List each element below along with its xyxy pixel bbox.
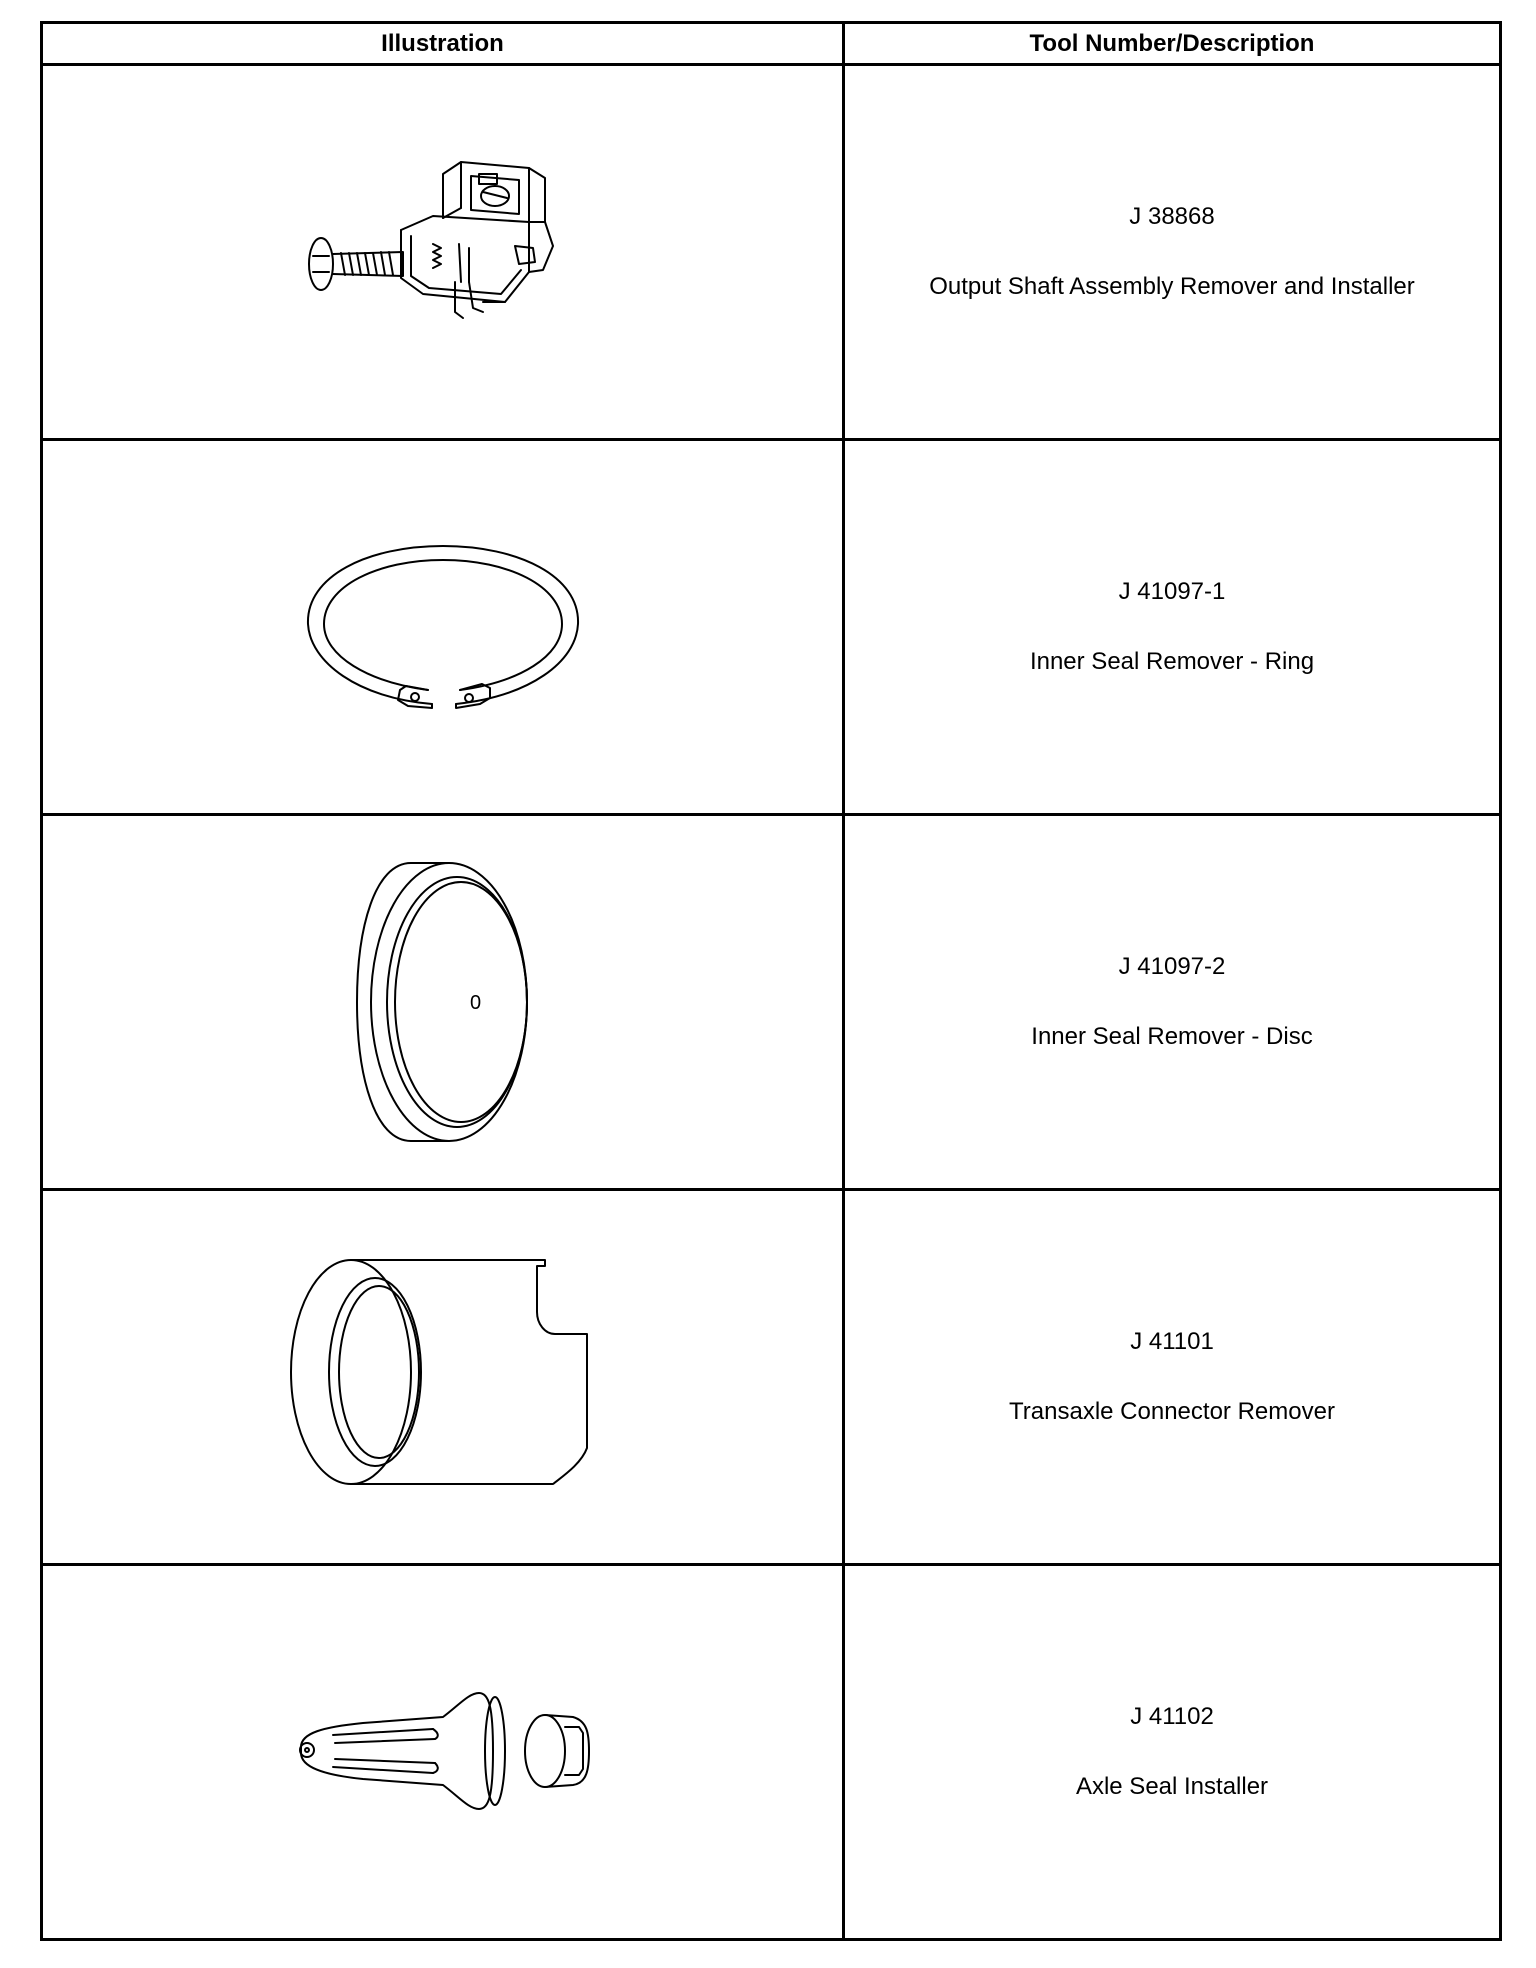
tool-number: J 41101 <box>1130 1328 1214 1355</box>
tool-number: J 41102 <box>1130 1703 1214 1730</box>
description-cell <box>844 1565 1501 1940</box>
axle-seal-installer-icon <box>283 1687 603 1817</box>
description-cell <box>844 440 1501 815</box>
description-cell <box>844 815 1501 1190</box>
table-row <box>42 1565 1501 1940</box>
table-row <box>42 440 1501 815</box>
tool-description: Inner Seal Remover - Disc <box>1031 1023 1313 1050</box>
illustration-cell <box>42 815 844 1190</box>
table-row <box>42 1190 1501 1565</box>
connector-remover-sleeve-icon <box>283 1252 603 1502</box>
illustration-cell <box>42 65 844 440</box>
illustration-cell <box>42 1190 844 1565</box>
seal-disc-icon <box>353 857 533 1147</box>
table-row <box>42 65 1501 440</box>
tool-description: Transaxle Connector Remover <box>1009 1398 1335 1425</box>
disc-center-label: 0 <box>469 992 481 1014</box>
special-tools-table <box>40 21 1502 1941</box>
snap-ring-icon <box>298 532 588 722</box>
tool-description: Inner Seal Remover - Ring <box>1029 648 1315 675</box>
output-shaft-remover-clamp-icon <box>283 152 603 352</box>
description-cell <box>844 1190 1501 1565</box>
header-illustration: Illustration <box>42 23 844 65</box>
tool-description: Output Shaft Assembly Remover and Installer <box>929 273 1415 300</box>
header-tool-number-description: Tool Number/Description <box>844 23 1501 65</box>
table-row <box>42 815 1501 1190</box>
tool-number: J 41097-1 <box>1118 578 1226 605</box>
illustration-cell <box>42 1565 844 1940</box>
table-header-row <box>42 23 1501 65</box>
tool-description: Axle Seal Installer <box>1075 1773 1269 1800</box>
tool-number: J 41097-2 <box>1118 953 1226 980</box>
tool-number: J 38868 <box>1129 203 1215 230</box>
description-cell <box>844 65 1501 440</box>
illustration-cell <box>42 440 844 815</box>
